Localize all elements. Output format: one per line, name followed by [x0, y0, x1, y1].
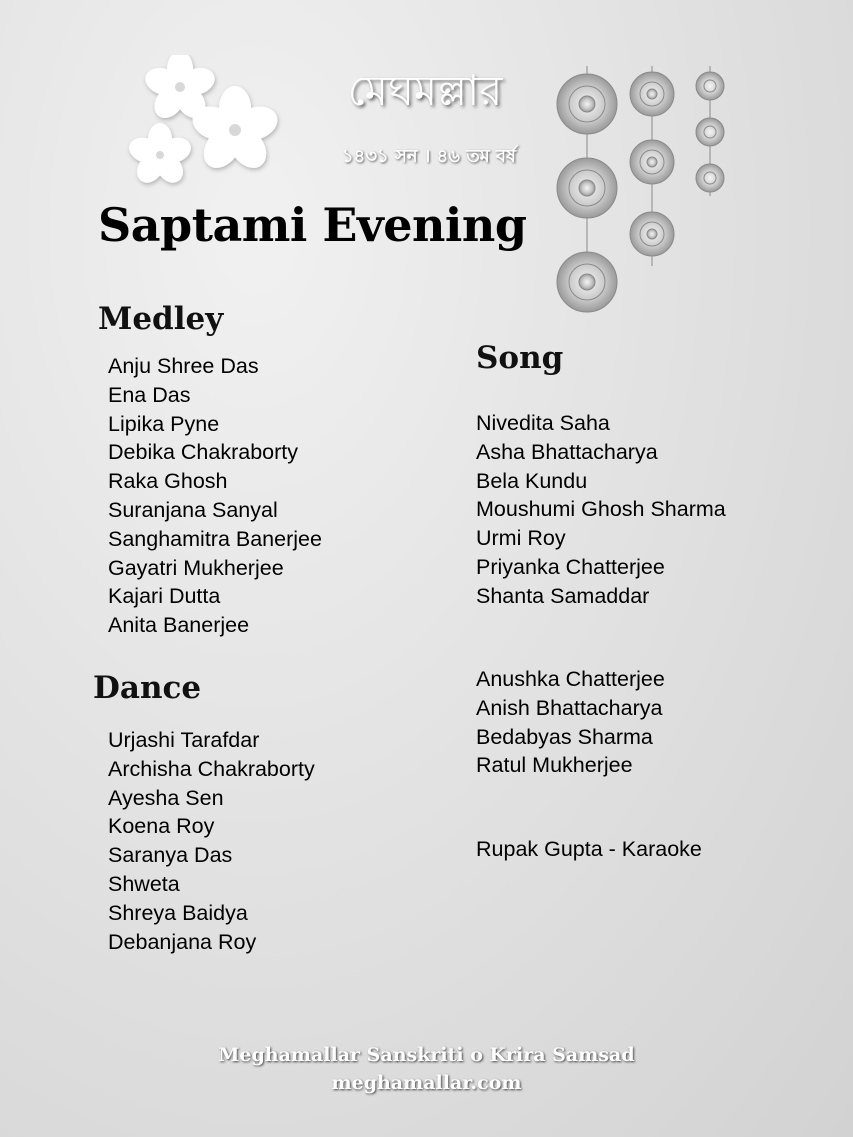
footer-organization: Meghamallar Sanskriti o Krira Samsad: [218, 1044, 635, 1066]
song-list-group-1: [476, 409, 726, 611]
list-item: Suranjana Sanyal: [108, 497, 278, 522]
list-item: Sanghamitra Banerjee: [108, 526, 322, 551]
medley-heading: Medley: [98, 301, 224, 337]
logo-text: মেঘমল্লার: [347, 66, 503, 115]
list-item: Ena Das: [108, 382, 191, 407]
list-item: Debanjana Roy: [108, 929, 257, 954]
list-item: Ratul Mukherjee: [476, 753, 633, 778]
list-item: Koena Roy: [108, 814, 215, 839]
list-item: Lipika Pyne: [108, 411, 220, 436]
list-item: Kajari Dutta: [108, 584, 221, 609]
list-item: Asha Bhattacharya: [476, 439, 658, 464]
list-item: Nivedita Saha: [476, 411, 610, 435]
flower-decoration-icon: [125, 55, 295, 195]
song-list-group-2: [476, 665, 665, 780]
song-heading: Song: [476, 340, 564, 376]
mandala-decoration-icon: [552, 66, 732, 326]
list-item: Saranya Das: [108, 843, 233, 868]
medley-list: [108, 352, 322, 640]
list-item: Shreya Baidya: [108, 900, 248, 925]
song-list-group-3: [476, 835, 702, 864]
list-item: Urmi Roy: [476, 526, 566, 551]
list-item: Shanta Samaddar: [476, 583, 650, 608]
list-item: Ayesha Sen: [108, 785, 224, 810]
list-item: Raka Ghosh: [108, 469, 228, 494]
list-item: Urjashi Tarafdar: [108, 728, 260, 752]
list-item: Shweta: [108, 871, 180, 896]
list-item: Anju Shree Das: [108, 354, 259, 378]
list-item: Priyanka Chatterjee: [476, 554, 665, 579]
list-item: Debika Chakraborty: [108, 440, 299, 465]
list-item: Moushumi Ghosh Sharma: [476, 497, 726, 522]
dance-list: [108, 726, 315, 956]
page-title: Saptami Evening: [98, 198, 527, 252]
footer-website: meghamallar.com: [331, 1072, 522, 1094]
list-item: Anish Bhattacharya: [476, 695, 663, 720]
dance-heading: Dance: [93, 670, 202, 706]
list-item: Anushka Chatterjee: [476, 667, 665, 691]
list-item: Archisha Chakraborty: [108, 756, 315, 781]
list-item: Gayatri Mukherjee: [108, 555, 284, 580]
list-item: Rupak Gupta - Karaoke: [476, 837, 702, 861]
year-subtitle: ১৪৩১ সন । ৪৬ তম বর্ষ: [342, 146, 516, 167]
list-item: Bela Kundu: [476, 468, 588, 493]
list-item: Anita Banerjee: [108, 613, 250, 638]
list-item: Bedabyas Sharma: [476, 724, 653, 749]
